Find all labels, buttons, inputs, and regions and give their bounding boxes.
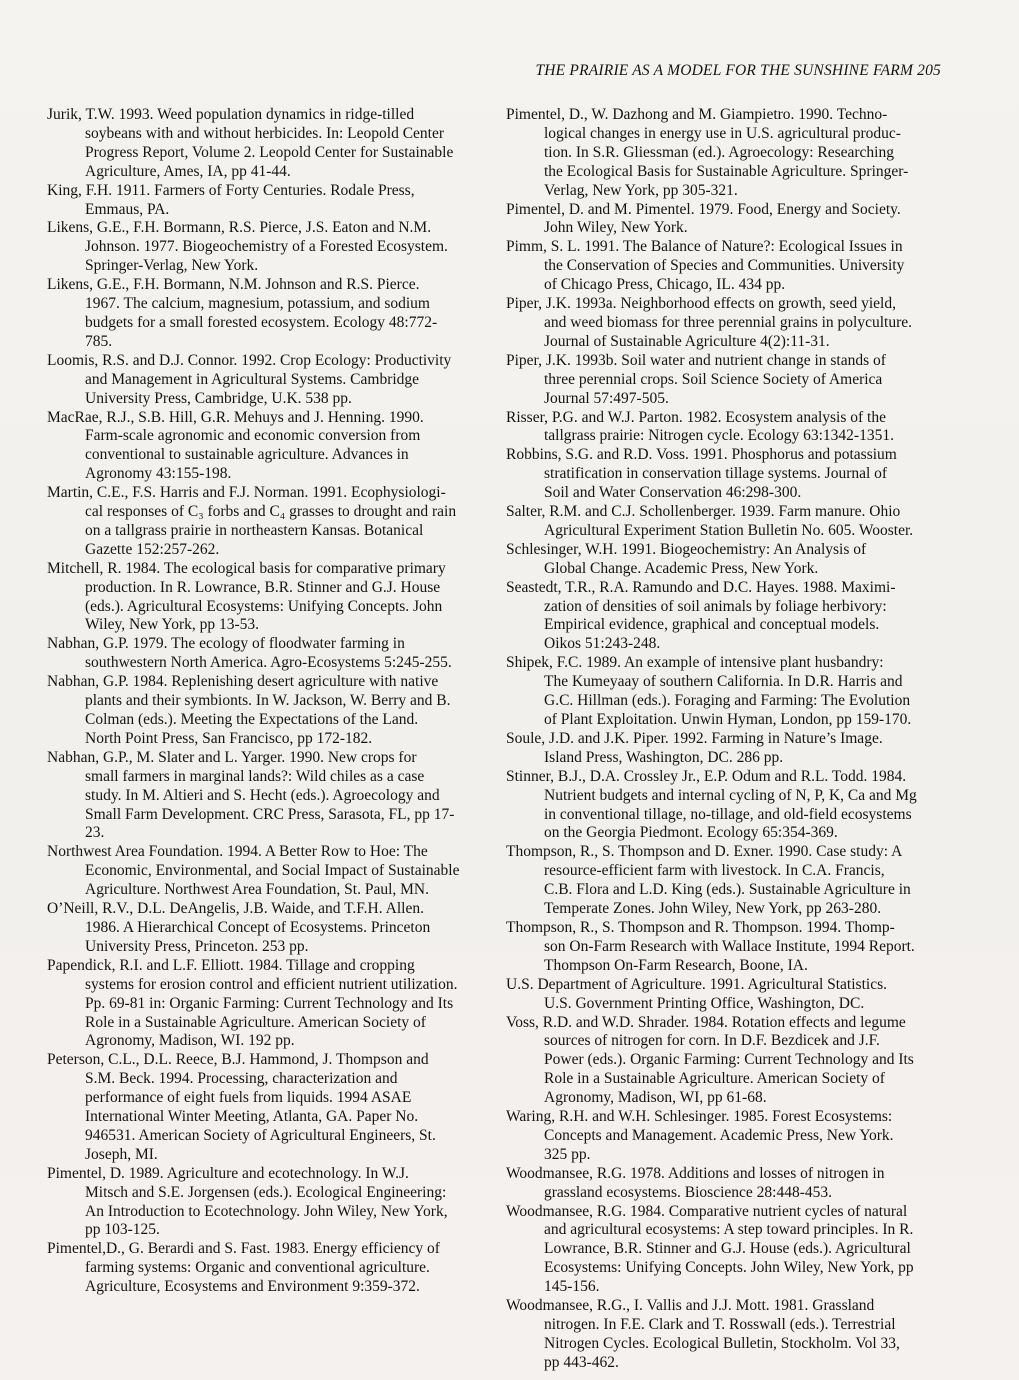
- reference-entry: Jurik, T.W. 1993. Weed population dynamics in ridge-tilled soybeans with and without herbicides. In: Leopold Center Progress Report, Volume 2. Leopold Center for Sustainable Agriculture, Ames, IA, pp 41-44.: [47, 106, 454, 180]
- reference-entry: Thompson, R., S. Thompson and D. Exner. 1990. Case study: A resource-efficient farm with livestock. In C.A. Francis, C.B. Flora and L.D. King (eds.). Sustainable Agriculture in Temperate Zones. John Wiley, New York, pp 263-280.: [506, 843, 911, 918]
- reference-entry: Nabhan, G.P. 1979. The ecology of floodwater farming in southwestern North America. Agro-Ecosystems 5:245-255.: [47, 635, 452, 672]
- reference-entry: Seastedt, T.R., R.A. Ramundo and D.C. Hayes. 1988. Maximi- zation of densities of soil animals by foliage herbivory: Empirical evidence, graphical and conceptual models. Oikos 51:243-248.: [506, 578, 896, 653]
- reference-entry: Schlesinger, W.H. 1991. Biogeochemistry: An Analysis of Global Change. Academic Press, New York.: [506, 540, 867, 577]
- reference-entry: Soule, J.D. and J.K. Piper. 1992. Farming in Nature’s Image. Island Press, Washington, DC. 286 pp.: [506, 729, 883, 766]
- reference-entry: Woodmansee, R.G. 1984. Comparative nutrient cycles of natural and agricultural ecosystems: A step toward principles. In R. Lowrance, B.R. Stinner and G.J. House (eds.). Agricultural Ecosystems: Unifying Concepts. John Wiley, New York, pp 145-156.: [506, 1202, 914, 1296]
- reference-entry: Loomis, R.S. and D.J. Connor. 1992. Crop Ecology: Productivity and Management in Agricultural Systems. Cambridge University Press, Cambridge, U.K. 538 pp.: [47, 351, 452, 407]
- reference-entry: Woodmansee, R.G. 1978. Additions and losses of nitrogen in grassland ecosystems. Bioscience 28:448-453.: [506, 1164, 885, 1201]
- reference-entry: Pimentel, D. 1989. Agriculture and ecotechnology. In W.J. Mitsch and S.E. Jorgensen (eds.). Ecological Engineering: An Introduction to Ecotechnology. John Wiley, New York, pp 103-125.: [47, 1164, 448, 1239]
- reference-entry: Risser, P.G. and W.J. Parton. 1982. Ecosystem analysis of the tallgrass prairie: Nitrogen cycle. Ecology 63:1342-1351.: [506, 408, 894, 445]
- reference-entry: Nabhan, G.P., M. Slater and L. Yarger. 1990. New crops for small farmers in marginal lands?: Wild chiles as a case study. In M. Altieri and S. Hecht (eds.). Agroecology and Small Farm Development. CRC Press, Sarasota, FL, pp 17- 23.: [47, 748, 455, 842]
- reference-entry: MacRae, R.J., S.B. Hill, G.R. Mehuys and J. Henning. 1990. Farm-scale agronomic and economic conversion from conventional to sustainable agriculture. Advances in Agronomy 43:155-198.: [47, 408, 424, 483]
- reference-entry: Stinner, B.J., D.A. Crossley Jr., E.P. Odum and R.L. Todd. 1984. Nutrient budgets and internal cycling of N, P, K, Ca and Mg in conventional tillage, no-tillage, and old-field ecosystems on the Georgia Piedmont. Ecology 65:354-369.: [506, 767, 917, 842]
- reference-entry: Pimentel, D. and M. Pimentel. 1979. Food, Energy and Society. John Wiley, New York.: [506, 200, 901, 237]
- reference-entry: Pimentel, D., W. Dazhong and M. Giampietro. 1990. Techno- logical changes in energy use in U.S. agricultural produc- tion. In S.R. Gliessman (ed.). Agroecology: Researching the Ecological Basis for Sustainable Agriculture. Springer- Verlag, New York, pp 305-321.: [506, 106, 909, 199]
- reference-entry: Pimentel,D., G. Berardi and S. Fast. 1983. Energy efficiency of farming systems: Organic and conventional agriculture. Agriculture, Ecosystems and Environment 9:359-372.: [47, 1240, 440, 1296]
- reference-entry: O’Neill, R.V., D.L. DeAngelis, J.B. Waide, and T.F.H. Allen. 1986. A Hierarchical Concept of Ecosystems. Princeton University Press, Princeton. 253 pp.: [47, 900, 431, 955]
- references-right-column: [506, 106, 946, 1373]
- reference-entry: Likens, G.E., F.H. Bormann, N.M. Johnson and R.S. Pierce. 1967. The calcium, magnesium, potassium, and sodium budgets for a small forested ecosystem. Ecology 48:772- 785.: [47, 276, 438, 350]
- reference-entry: Woodmansee, R.G., I. Vallis and J.J. Mott. 1981. Grassland nitrogen. In F.E. Clark and T. Rosswall (eds.). Terrestrial Nitrogen Cycles. Ecological Bulletin, Stockholm. Vol 33, pp 443-462.: [506, 1297, 900, 1371]
- reference-entry: U.S. Department of Agriculture. 1991. Agricultural Statistics. U.S. Government Printing Office, Washington, DC.: [506, 975, 887, 1012]
- reference-entry: Mitchell, R. 1984. The ecological basis for comparative primary production. In R. Lowrance, B.R. Stinner and G.J. House (eds.). Agricultural Ecosystems: Unifying Concepts. John Wiley, New York, pp 13-53.: [47, 559, 446, 634]
- reference-entry: Likens, G.E., F.H. Bormann, R.S. Pierce, J.S. Eaton and N.M. Johnson. 1977. Biogeochemistry of a Forested Ecosystem. Springer-Verlag, New York.: [47, 219, 448, 275]
- reference-entry: Piper, J.K. 1993b. Soil water and nutrient change in stands of three perennial crops. Soil Science Society of America Journal 57:497-505.: [506, 351, 886, 407]
- reference-entry: Voss, R.D. and W.D. Shrader. 1984. Rotation effects and legume sources of nitrogen for corn. In D.F. Bezdicek and J.F. Power (eds.). Organic Farming: Current Technology and Its Role in a Sustainable Agriculture. American Society of Agronomy, Madison, WI, pp 61-68.: [506, 1013, 914, 1107]
- reference-entry: Robbins, S.G. and R.D. Voss. 1991. Phosphorus and potassium stratification in conservation tillage systems. Journal of Soil and Water Conservation 46:298-300.: [506, 446, 897, 502]
- reference-entry: Pimm, S. L. 1991. The Balance of Nature?: Ecological Issues in the Conservation of Species and Communities. University of Chicago Press, Chicago, IL. 434 pp.: [506, 238, 905, 294]
- references-left-column: [47, 106, 492, 1297]
- reference-entry: Papendick, R.I. and L.F. Elliott. 1984. Tillage and cropping systems for erosion control and efficient nutrient utilization. Pp. 69-81 in: Organic Farming: Current Technology and Its Role in a Sustainable Agriculture. American Society of Agronomy, Madison, WI. 192 pp.: [47, 956, 458, 1050]
- running-header: THE PRAIRIE AS A MODEL FOR THE SUNSHINE FARM 205: [535, 62, 941, 79]
- reference-entry: Thompson, R., S. Thompson and R. Thompson. 1994. Thomp- son On-Farm Research with Wallace Institute, 1994 Report. Thompson On-Farm Research, Boone, IA.: [506, 918, 915, 974]
- reference-entry: Martin, C.E., F.S. Harris and F.J. Norman. 1991. Ecophysiologi- cal responses of C₃ forbs and C₄ grasses to drought and rain on a tallgrass prairie in northeastern Kansas. Botanical Gazette 152:257-262.: [47, 484, 457, 558]
- reference-entry: Salter, R.M. and C.J. Schollenberger. 1939. Farm manure. Ohio Agricultural Experiment Station Bulletin No. 605. Wooster.: [506, 503, 914, 539]
- reference-entry: Piper, J.K. 1993a. Neighborhood effects on growth, seed yield, and weed biomass for three perennial grains in polyculture. Journal of Sustainable Agriculture 4(2):11-31.: [506, 295, 913, 350]
- reference-entry: Northwest Area Foundation. 1994. A Better Row to Hoe: The Economic, Environmental, and Social Impact of Sustainable Agriculture. Northwest Area Foundation, St. Paul, MN.: [47, 843, 460, 899]
- reference-entry: King, F.H. 1911. Farmers of Forty Centuries. Rodale Press, Emmaus, PA.: [47, 181, 415, 218]
- reference-entry: Shipek, F.C. 1989. An example of intensive plant husbandry: The Kumeyaay of southern California. In D.R. Harris and G.C. Hillman (eds.). Foraging and Farming: The Evolution of Plant Exploitation. Unwin Hyman, London, pp 159-170.: [506, 654, 912, 728]
- reference-entry: Peterson, C.L., D.L. Reece, B.J. Hammond, J. Thompson and S.M. Beck. 1994. Processing, characterization and performance of eight fuels from liquids. 1994 ASAE International Winter Meeting, Atlanta, GA. Paper No. 946531. American Society of Agricultural Engineers, St. Joseph, MI.: [47, 1051, 436, 1163]
- reference-entry: Nabhan, G.P. 1984. Replenishing desert agriculture with native plants and their symbionts. In W. Jackson, W. Berry and B. Colman (eds.). Meeting the Expectations of the Land. North Point Press, San Francisco, pp 172-182.: [47, 673, 451, 747]
- reference-entry: Waring, R.H. and W.H. Schlesinger. 1985. Forest Ecosystems: Concepts and Management. Academic Press, New York. 325 pp.: [506, 1108, 894, 1163]
